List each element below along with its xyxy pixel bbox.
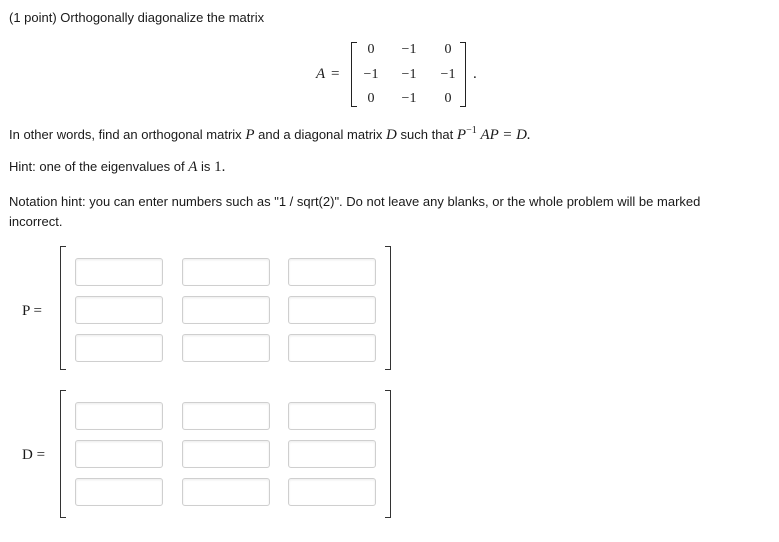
matrix-d-input[interactable] <box>288 402 376 430</box>
hint-line <box>9 159 225 176</box>
var-d: D <box>386 127 397 143</box>
matrix-a-equals: = <box>331 66 340 82</box>
matrix-a-cell: −1 <box>401 42 417 57</box>
var-p: P <box>245 127 255 143</box>
matrix-a-cell: 0 <box>367 91 375 106</box>
eq-p: P <box>456 127 467 143</box>
instruction-prefix: In other words, find an orthogonal matrix <box>9 127 242 142</box>
hint-mid: is <box>201 159 211 174</box>
matrix-d-input[interactable] <box>288 440 376 468</box>
matrix-d-right-bracket <box>385 390 391 518</box>
matrix-d-input[interactable] <box>182 478 270 506</box>
matrix-a-cell: −1 <box>363 67 379 82</box>
matrix-a-cell: 0 <box>444 91 452 106</box>
notation-hint-line2: incorrect. <box>9 214 63 229</box>
matrix-d-input[interactable] <box>182 402 270 430</box>
instruction-mid: and a diagonal matrix <box>258 127 383 142</box>
eq-rest: AP = D. <box>480 127 531 143</box>
matrix-p-input[interactable] <box>182 334 270 362</box>
matrix-d-input[interactable] <box>75 478 163 506</box>
hint-prefix: Hint: one of the eigenvalues of <box>9 159 185 174</box>
equation <box>457 127 531 143</box>
problem-header: (1 point) Orthogonally diagonalize the matrix <box>9 10 265 25</box>
hint-var: A <box>188 159 198 175</box>
matrix-d-input[interactable] <box>288 478 376 506</box>
matrix-p-right-bracket <box>385 246 391 370</box>
matrix-p-input[interactable] <box>288 258 376 286</box>
eq-sup: −1 <box>466 125 477 136</box>
matrix-p-input[interactable] <box>182 296 270 324</box>
notation-hint-line1: Notation hint: you can enter numbers such as "1 / sqrt(2)". Do not leave any blanks, or the whole problem will be marked <box>9 194 701 209</box>
matrix-p-input[interactable] <box>288 296 376 324</box>
matrix-d-label: D = <box>22 447 46 463</box>
matrix-d-input[interactable] <box>75 440 163 468</box>
matrix-p-label: P = <box>22 303 42 319</box>
matrix-p-input[interactable] <box>288 334 376 362</box>
matrix-a-cell: −1 <box>440 67 456 82</box>
matrix-a-cell: 0 <box>367 42 375 57</box>
matrix-a-period: . <box>473 66 477 82</box>
matrix-a-label: A <box>316 66 326 82</box>
matrix-p-input[interactable] <box>75 334 163 362</box>
matrix-p-input[interactable] <box>75 258 163 286</box>
instruction-suffix: such that <box>400 127 454 142</box>
matrix-d-input[interactable] <box>75 402 163 430</box>
matrix-a-cell: −1 <box>401 91 417 106</box>
matrix-p-input[interactable] <box>182 258 270 286</box>
matrix-p-input[interactable] <box>75 296 163 324</box>
hint-value: 1. <box>214 159 226 175</box>
matrix-a-cell: 0 <box>444 42 452 57</box>
instruction-line <box>9 125 531 144</box>
matrix-a-cell: −1 <box>401 67 417 82</box>
matrix-d-left-bracket <box>60 390 66 518</box>
matrix-p-left-bracket <box>60 246 66 370</box>
matrix-d-input[interactable] <box>182 440 270 468</box>
